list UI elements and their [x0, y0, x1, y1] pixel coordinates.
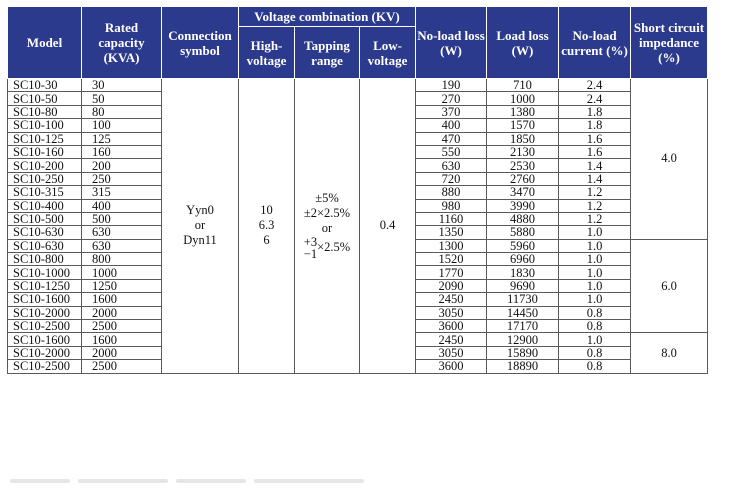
header-rated-capacity: Rated capacity (KVA) [82, 7, 162, 79]
header-load-loss: Load loss (W) [487, 7, 559, 79]
cell-model: SC10-800 [8, 253, 82, 266]
connection-line: or [194, 218, 206, 233]
cell-noload-loss: 190 [416, 79, 487, 92]
cell-noload-current: 1.0 [559, 253, 631, 266]
high-voltage-line: 10 [260, 203, 273, 218]
cell-noload-current: 1.6 [559, 132, 631, 145]
cell-impedance: 4.0 [631, 79, 708, 240]
cell-impedance: 8.0 [631, 333, 708, 373]
cell-model: SC10-125 [8, 132, 82, 145]
cell-model: SC10-80 [8, 105, 82, 118]
transformer-spec-table [7, 6, 708, 374]
cell-noload-current: 0.8 [559, 320, 631, 333]
cell-model: SC10-500 [8, 212, 82, 225]
cell-load-loss: 9690 [487, 279, 559, 292]
cell-model: SC10-630 [8, 226, 82, 239]
cell-capacity: 500 [82, 212, 162, 225]
cell-noload-current: 1.0 [559, 333, 631, 346]
tapping-minus: −1 [303, 247, 318, 262]
cell-load-loss: 17170 [487, 320, 559, 333]
cell-load-loss: 15890 [487, 346, 559, 359]
cell-load-loss: 1830 [487, 266, 559, 279]
cell-noload-loss: 2450 [416, 333, 487, 346]
cell-load-loss: 1570 [487, 119, 559, 132]
cell-noload-current: 1.4 [559, 159, 631, 172]
cell-capacity: 2000 [82, 346, 162, 359]
high-voltage-line: 6 [263, 233, 270, 248]
tapping-line3: or [321, 221, 333, 236]
cell-capacity: 1250 [82, 279, 162, 292]
cell-capacity: 2500 [82, 360, 162, 373]
table-body [8, 79, 708, 374]
header-noload-current: No-load current (%) [559, 7, 631, 79]
cell-capacity: 800 [82, 253, 162, 266]
cell-noload-loss: 550 [416, 145, 487, 158]
cell-noload-loss: 3600 [416, 360, 487, 373]
cell-noload-loss: 1160 [416, 212, 487, 225]
cell-noload-current: 2.4 [559, 92, 631, 105]
cell-noload-current: 0.8 [559, 360, 631, 373]
faded-caption [10, 470, 410, 478]
tapping-line1: ±5% [315, 191, 339, 206]
cell-model: SC10-2000 [8, 306, 82, 319]
cell-noload-loss: 1520 [416, 253, 487, 266]
cell-model: SC10-2500 [8, 320, 82, 333]
cell-capacity: 125 [82, 132, 162, 145]
tapping-plus: +3 [303, 235, 318, 250]
cell-capacity: 400 [82, 199, 162, 212]
cell-load-loss: 5960 [487, 239, 559, 252]
tapping-line2: ±2×2.5% [303, 206, 351, 221]
table-header [8, 7, 708, 79]
cell-model: SC10-200 [8, 159, 82, 172]
cell-noload-loss: 3600 [416, 320, 487, 333]
cell-load-loss: 1850 [487, 132, 559, 145]
cell-load-loss: 710 [487, 79, 559, 92]
cell-noload-loss: 2090 [416, 279, 487, 292]
cell-model: SC10-50 [8, 92, 82, 105]
cell-model: SC10-250 [8, 172, 82, 185]
cell-capacity: 100 [82, 119, 162, 132]
header-noload-loss: No-load loss (W) [416, 7, 487, 79]
connection-line: Dyn11 [183, 233, 217, 248]
cell-model: SC10-160 [8, 145, 82, 158]
cell-capacity: 30 [82, 79, 162, 92]
cell-noload-current: 1.2 [559, 186, 631, 199]
cell-model: SC10-1600 [8, 333, 82, 346]
cell-noload-current: 1.0 [559, 239, 631, 252]
header-model: Model [8, 7, 82, 79]
cell-noload-current: 1.0 [559, 266, 631, 279]
cell-noload-current: 2.4 [559, 79, 631, 92]
cell-noload-loss: 630 [416, 159, 487, 172]
cell-noload-current: 1.4 [559, 172, 631, 185]
cell-noload-loss: 3050 [416, 306, 487, 319]
header-impedance: Short circuit impedance (%) [631, 7, 708, 79]
cell-noload-loss: 1350 [416, 226, 487, 239]
cell-load-loss: 1000 [487, 92, 559, 105]
cell-capacity: 200 [82, 159, 162, 172]
table-row [8, 79, 708, 92]
cell-capacity: 2000 [82, 306, 162, 319]
cell-load-loss: 3470 [487, 186, 559, 199]
cell-noload-loss: 980 [416, 199, 487, 212]
cell-noload-current: 1.8 [559, 105, 631, 118]
cell-load-loss: 2760 [487, 172, 559, 185]
cell-model: SC10-1250 [8, 279, 82, 292]
cell-noload-loss: 720 [416, 172, 487, 185]
tapping-suffix: ×2.5% [317, 240, 351, 255]
cell-noload-current: 1.2 [559, 199, 631, 212]
cell-model: SC10-315 [8, 186, 82, 199]
cell-noload-current: 1.8 [559, 119, 631, 132]
cell-low-voltage: 0.4 [360, 79, 416, 374]
cell-noload-loss: 3050 [416, 346, 487, 359]
cell-noload-current: 1.2 [559, 212, 631, 225]
tapping-fraction [304, 236, 317, 260]
spec-table-container [7, 6, 708, 374]
cell-load-loss: 14450 [487, 306, 559, 319]
cell-capacity: 2500 [82, 320, 162, 333]
cell-capacity: 250 [82, 172, 162, 185]
header-voltage-combination: Voltage combination (KV) [239, 7, 416, 27]
cell-noload-loss: 2450 [416, 293, 487, 306]
header-low-voltage: Low-voltage [360, 27, 416, 79]
cell-noload-current: 0.8 [559, 346, 631, 359]
cell-capacity: 315 [82, 186, 162, 199]
high-voltage-line: 6.3 [258, 218, 275, 233]
cell-capacity: 1600 [82, 293, 162, 306]
header-tapping-range: Tapping range [295, 27, 360, 79]
cell-capacity: 630 [82, 239, 162, 252]
cell-model: SC10-30 [8, 79, 82, 92]
cell-load-loss: 1380 [487, 105, 559, 118]
cell-load-loss: 2530 [487, 159, 559, 172]
cell-noload-current: 1.0 [559, 226, 631, 239]
cell-model: SC10-400 [8, 199, 82, 212]
cell-noload-current: 1.6 [559, 145, 631, 158]
cell-noload-loss: 270 [416, 92, 487, 105]
connection-line: Yyn0 [186, 203, 214, 218]
cell-capacity: 1000 [82, 266, 162, 279]
cell-noload-loss: 1300 [416, 239, 487, 252]
cell-capacity: 80 [82, 105, 162, 118]
cell-model: SC10-1600 [8, 293, 82, 306]
cell-model: SC10-2500 [8, 360, 82, 373]
cell-load-loss: 2130 [487, 145, 559, 158]
cell-noload-current: 1.0 [559, 279, 631, 292]
cell-load-loss: 12900 [487, 333, 559, 346]
cell-noload-loss: 370 [416, 105, 487, 118]
cell-noload-loss: 400 [416, 119, 487, 132]
cell-noload-current: 1.0 [559, 293, 631, 306]
cell-noload-current: 0.8 [559, 306, 631, 319]
header-high-voltage: High-voltage [239, 27, 295, 79]
cell-load-loss: 11730 [487, 293, 559, 306]
cell-load-loss: 4880 [487, 212, 559, 225]
cell-load-loss: 5880 [487, 226, 559, 239]
cell-load-loss: 6960 [487, 253, 559, 266]
cell-model: SC10-2000 [8, 346, 82, 359]
cell-model: SC10-100 [8, 119, 82, 132]
cell-capacity: 630 [82, 226, 162, 239]
tapping-text [304, 191, 350, 260]
cell-capacity: 160 [82, 145, 162, 158]
cell-noload-loss: 1770 [416, 266, 487, 279]
cell-noload-loss: 470 [416, 132, 487, 145]
cell-connection-symbol [162, 79, 239, 374]
cell-load-loss: 18890 [487, 360, 559, 373]
cell-high-voltage [239, 79, 295, 374]
cell-capacity: 50 [82, 92, 162, 105]
cell-model: SC10-630 [8, 239, 82, 252]
cell-tapping-range [295, 79, 360, 374]
cell-capacity: 1600 [82, 333, 162, 346]
cell-model: SC10-1000 [8, 266, 82, 279]
header-connection-symbol: Connection symbol [162, 7, 239, 79]
cell-load-loss: 3990 [487, 199, 559, 212]
cell-impedance: 6.0 [631, 239, 708, 333]
cell-noload-loss: 880 [416, 186, 487, 199]
